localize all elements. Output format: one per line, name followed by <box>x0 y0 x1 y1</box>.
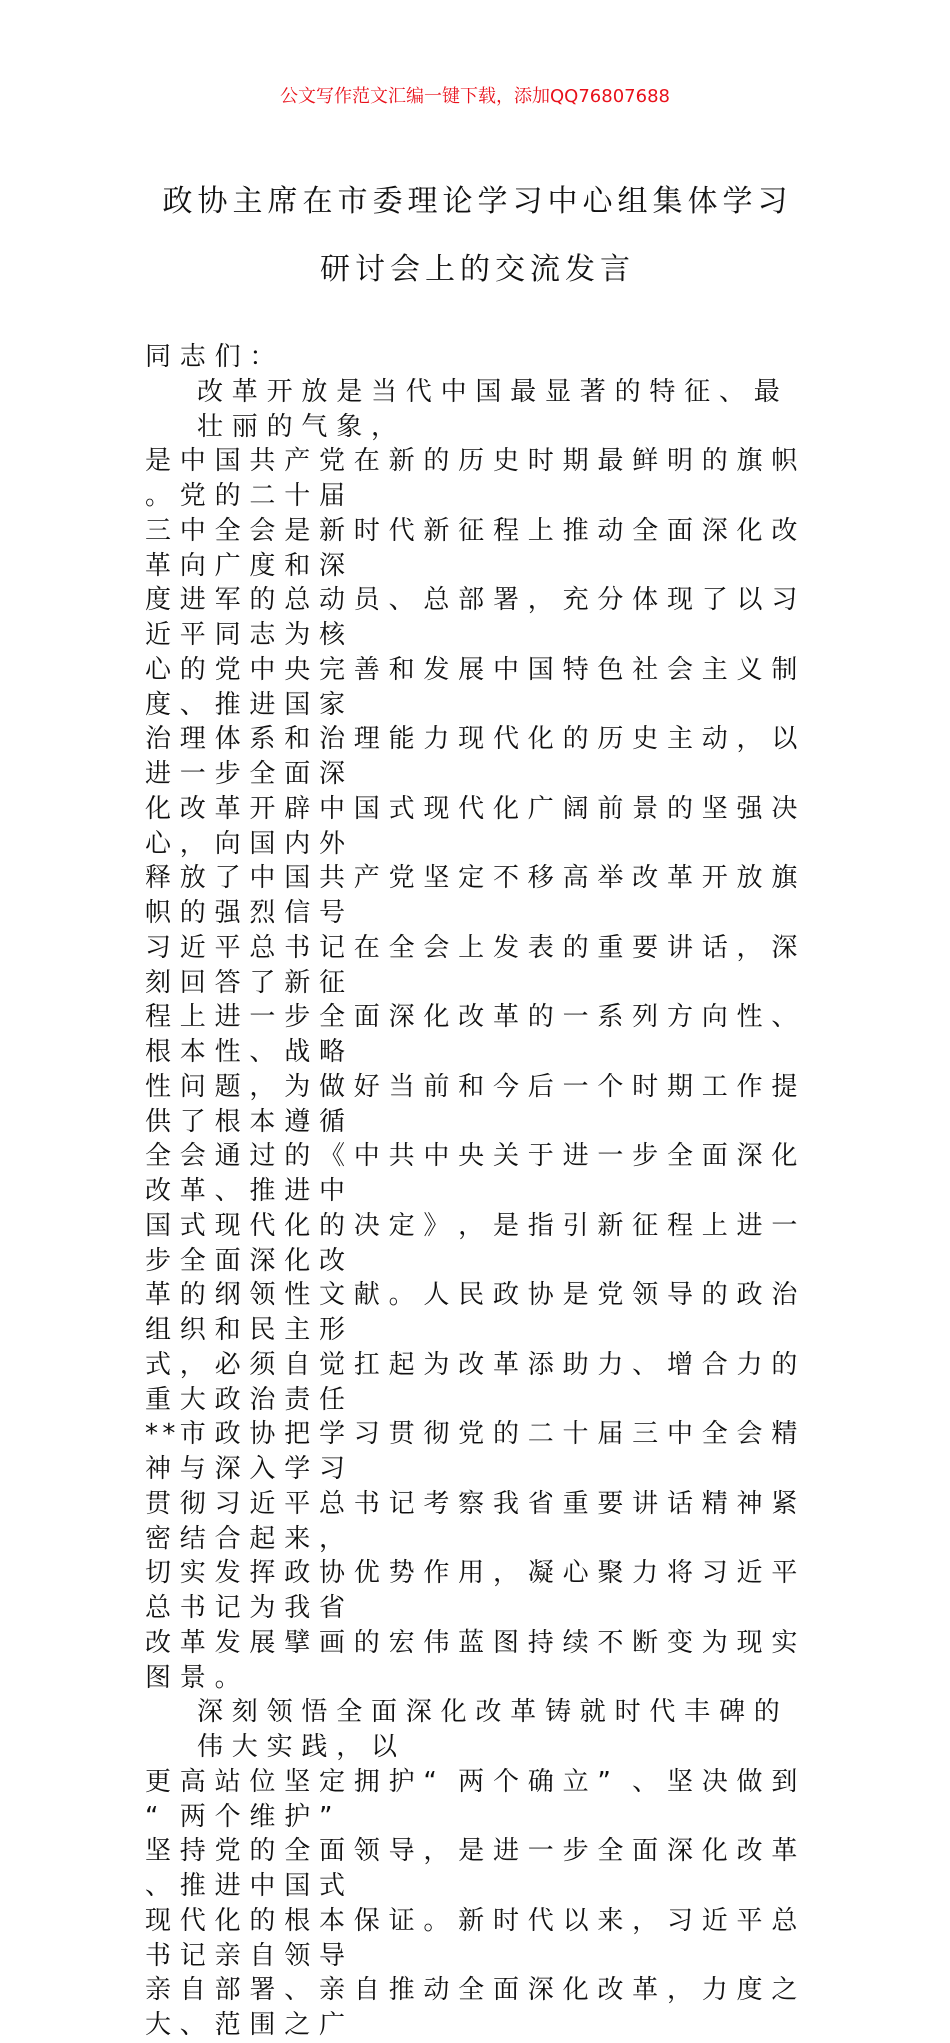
paragraphs <box>145 375 815 2043</box>
paragraph-line: 治 理 体 系 和 治 理 能 力 现 代 化 的 历 史 主 动 ， 以进 一 步 全 面 深 <box>145 724 798 789</box>
paragraph-line: 是 中 国 共 产 党 在 新 的 历 史 时 期 最 鲜 明 的 旗 帜。 党 的 二 十 届 <box>145 446 798 511</box>
paragraph-line: 革 的 纲 领 性 文 献 。 人 民 政 协 是 党 领 导 的 政 治组 织 和 民 主 形 <box>145 1280 798 1345</box>
paragraph-line: 切 实 发 挥 政 协 优 势 作 用 ， 凝 心 聚 力 将 习 近 平总 书 记 为 我 省 <box>145 1558 798 1623</box>
watermark-header: 公文写作范文汇编一键下载，添加QQ76807688 <box>280 86 670 107</box>
paragraph-line: 心 的 党 中 央 完 善 和 发 展 中 国 特 色 社 会 主 义 制度 、 推 进 国 家 <box>145 654 798 720</box>
paragraph-line: 习 近 平 总 书 记 在 全 会 上 发 表 的 重 要 讲 话 ， 深刻 回 答 了 新 征 <box>145 932 798 998</box>
paragraph-line: 三 中 全 会 是 新 时 代 新 征 程 上 推 动 全 面 深 化 改革 向 广 度 和 深 <box>145 515 798 581</box>
document-body <box>145 340 815 2043</box>
document-title-line-2: 研 讨 会 上 的 交 流 发 言 <box>320 252 630 287</box>
paragraph-line: 亲 自 部 署 、 亲 自 推 动 全 面 深 化 改 革 ， 力 度 之大 、 范 围 之 广 <box>145 1975 798 2040</box>
paragraph-line: 贯 彻 习 近 平 总 书 记 考 察 我 省 重 要 讲 话 精 神 紧密 结 合 起 来 ， <box>145 1488 798 1554</box>
paragraph-line: 深 刻 领 悟 全 面 深 化 改 革 铸 就 时 代 丰 碑 的伟 大 实 践 ， 以 <box>197 1697 780 1762</box>
paragraph-line: 国 式 现 代 化 的 决 定 》 ， 是 指 引 新 征 程 上 进 一步 全 面 深 化 改 <box>145 1210 798 1276</box>
paragraph <box>145 375 815 1696</box>
paragraph-line: 性 问 题 ， 为 做 好 当 前 和 今 后 一 个 时 期 工 作 提供 了 根 本 遵 循 <box>145 1071 798 1137</box>
paragraph-line: 释 放 了 中 国 共 产 党 坚 定 不 移 高 举 改 革 开 放 旗帜 的 强 烈 信 号 <box>145 863 798 928</box>
paragraph-line: 程 上 进 一 步 全 面 深 化 改 革 的 一 系 列 方 向 性 、根 本 性 、 战 略 <box>145 1002 798 1067</box>
paragraph-line: 现 代 化 的 根 本 保 证 。 新 时 代 以 来 ， 习 近 平 总书 记 亲 自 领 导 <box>145 1905 798 1971</box>
paragraph-line: 改 革 开 放 是 当 代 中 国 最 显 著 的 特 征 、 最壮 丽 的 气 象 ， <box>197 376 780 442</box>
paragraph-line: 全 会 通 过 的 《 中 共 中 央 关 于 进 一 步 全 面 深 化改 革 、 推 进 中 <box>145 1141 798 1206</box>
paragraph-line: 度 进 军 的 总 动 员 、 总 部 署 ， 充 分 体 现 了 以 习近 平 同 志 为 核 <box>145 585 798 650</box>
document-title-line-1: 政 协 主 席 在 市 委 理 论 学 习 中 心 组 集 体 学 习 <box>162 184 788 219</box>
paragraph-line: 坚 持 党 的 全 面 领 导 ， 是 进 一 步 全 面 深 化 改 革、 推 进 中 国 式 <box>145 1836 798 1901</box>
paragraph-line: 更 高 站 位 坚 定 拥 护 “ 两 个 确 立 ” 、 坚 决 做 到“ 两 个 维 护 ” <box>145 1766 798 1832</box>
paragraph-line: 化 改 革 开 辟 中 国 式 现 代 化 广 阔 前 景 的 坚 强 决心 ， 向 国 内 外 <box>145 793 798 859</box>
paragraph-line: 式 ， 必 须 自 觉 扛 起 为 改 革 添 助 力 、 增 合 力 的重 大 政 治 责 任 <box>145 1349 798 1415</box>
paragraph-line: 改 革 发 展 擘 画 的 宏 伟 蓝 图 持 续 不 断 变 为 现 实图 景 。 <box>145 1627 798 1693</box>
salutation: 同 志 们 ： <box>145 342 276 372</box>
paragraph-line: * * 市 政 协 把 学 习 贯 彻 党 的 二 十 届 三 中 全 会 精神 与 深 入 学 习 <box>145 1419 798 1484</box>
paragraph <box>145 1695 815 2043</box>
